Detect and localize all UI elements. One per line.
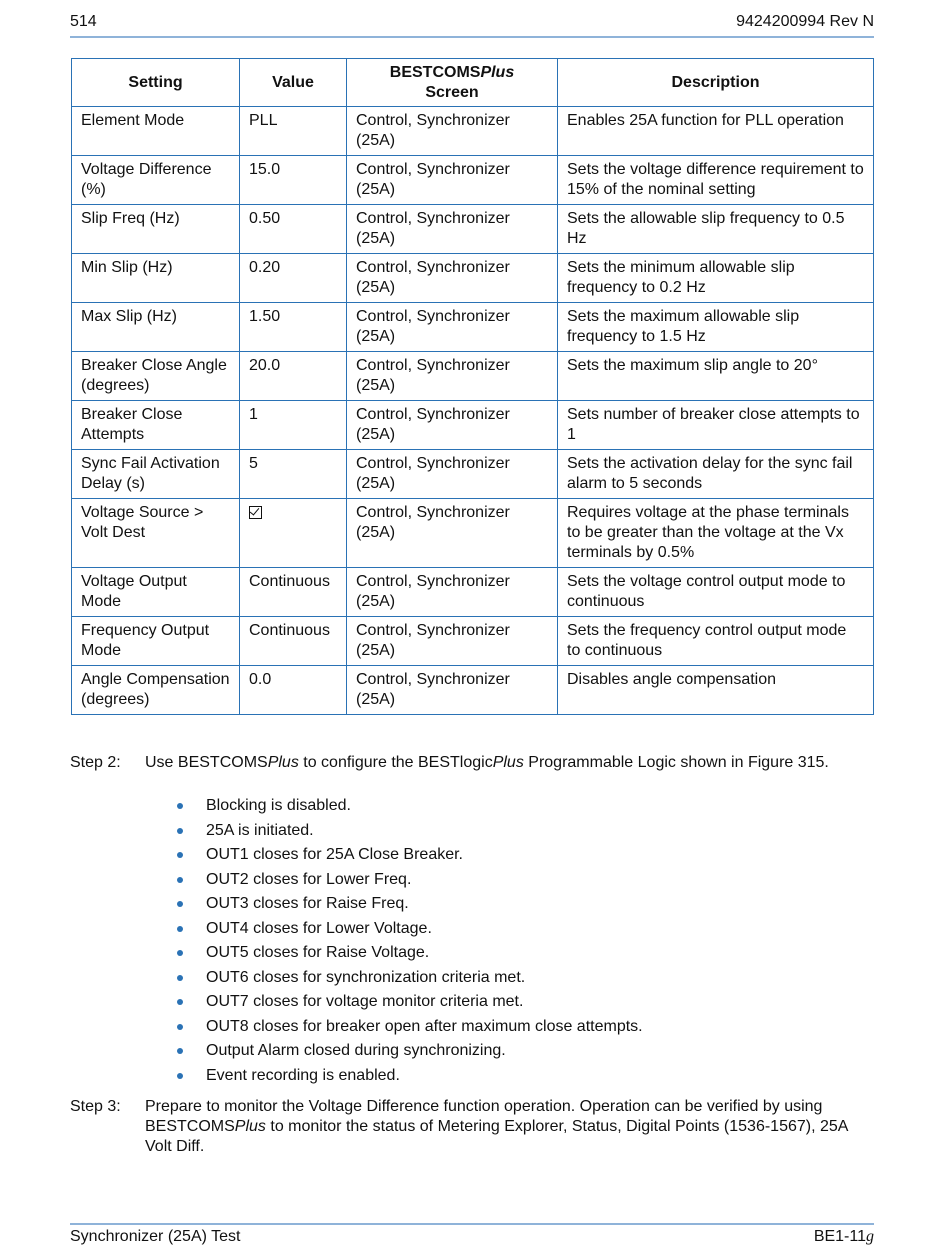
cell-description: Enables 25A function for PLL operation	[558, 107, 874, 156]
footer-rule	[70, 1223, 874, 1225]
step-2-text-part: Use BESTCOMS	[145, 754, 268, 771]
step-3-text-part: to monitor the status of Metering Explorer, Status, Digital Points (1536-1567), 25A Volt Diff.	[145, 1118, 848, 1155]
cell-value: Continuous	[240, 568, 347, 617]
cell-value: 15.0	[240, 156, 347, 205]
cell-setting: Sync Fail Activation Delay (s)	[72, 450, 240, 499]
cell-screen: Control, Synchronizer (25A)	[347, 254, 558, 303]
list-item: OUT4 closes for Lower Voltage.	[176, 919, 643, 944]
cell-value	[240, 499, 347, 568]
cell-value: 20.0	[240, 352, 347, 401]
list-item: OUT5 closes for Raise Voltage.	[176, 943, 643, 968]
cell-screen: Control, Synchronizer (25A)	[347, 401, 558, 450]
header-screen-plus: Plus	[480, 63, 515, 81]
cell-description: Sets number of breaker close attempts to 1	[558, 401, 874, 450]
header-value: Value	[240, 59, 347, 107]
footer-model	[814, 1228, 874, 1246]
cell-screen: Control, Synchronizer (25A)	[347, 303, 558, 352]
step-2	[70, 753, 876, 773]
step-2-bullet-list	[176, 796, 643, 1090]
cell-description: Sets the frequency control output mode to continuous	[558, 617, 874, 666]
cell-value: 5	[240, 450, 347, 499]
cell-screen: Control, Synchronizer (25A)	[347, 568, 558, 617]
cell-screen: Control, Synchronizer (25A)	[347, 107, 558, 156]
list-item: 25A is initiated.	[176, 821, 643, 846]
cell-setting: Element Mode	[72, 107, 240, 156]
cell-setting: Breaker Close Attempts	[72, 401, 240, 450]
table-row	[72, 156, 874, 205]
table-row	[72, 254, 874, 303]
cell-description: Requires voltage at the phase terminals to be greater than the voltage at the Vx terminals by 0.5%	[558, 499, 874, 568]
header-screen-brand: BESTCOMS	[389, 63, 481, 81]
table-row	[72, 617, 874, 666]
cell-value: 1	[240, 401, 347, 450]
header-rule	[70, 36, 874, 38]
page-number: 514	[70, 13, 97, 30]
cell-setting: Voltage Source > Volt Dest	[72, 499, 240, 568]
list-item: OUT3 closes for Raise Freq.	[176, 894, 643, 919]
cell-setting: Voltage Difference (%)	[72, 156, 240, 205]
cell-value: 1.50	[240, 303, 347, 352]
step-2-text-part: Programmable Logic shown in Figure 315.	[523, 754, 829, 771]
header-screen-word: Screen	[425, 83, 479, 101]
step-3-label: Step 3:	[70, 1098, 121, 1115]
cell-screen: Control, Synchronizer (25A)	[347, 617, 558, 666]
cell-setting: Min Slip (Hz)	[72, 254, 240, 303]
table-row	[72, 205, 874, 254]
cell-screen: Control, Synchronizer (25A)	[347, 499, 558, 568]
table-row	[72, 666, 874, 715]
list-item: Blocking is disabled.	[176, 796, 643, 821]
cell-setting: Slip Freq (Hz)	[72, 205, 240, 254]
table-header-row	[72, 59, 874, 107]
page-header	[70, 13, 874, 35]
settings-table	[71, 58, 874, 715]
table-row	[72, 568, 874, 617]
cell-description: Sets the activation delay for the sync fail alarm to 5 seconds	[558, 450, 874, 499]
cell-value: 0.50	[240, 205, 347, 254]
list-item: OUT7 closes for voltage monitor criteria met.	[176, 992, 643, 1017]
cell-screen: Control, Synchronizer (25A)	[347, 352, 558, 401]
table-row	[72, 401, 874, 450]
cell-description: Sets the allowable slip frequency to 0.5 Hz	[558, 205, 874, 254]
cell-description: Sets the voltage difference requirement to 15% of the nominal setting	[558, 156, 874, 205]
step-2-text-italic: Plus	[267, 754, 299, 771]
cell-setting: Max Slip (Hz)	[72, 303, 240, 352]
cell-description: Sets the voltage control output mode to continuous	[558, 568, 874, 617]
list-item: OUT6 closes for synchronization criteria met.	[176, 968, 643, 993]
list-item: Event recording is enabled.	[176, 1066, 643, 1091]
cell-description: Sets the maximum slip angle to 20°	[558, 352, 874, 401]
table-row	[72, 352, 874, 401]
table-row	[72, 303, 874, 352]
step-2-text	[145, 753, 876, 773]
table-row	[72, 499, 874, 568]
cell-setting: Voltage Output Mode	[72, 568, 240, 617]
page-footer	[70, 1228, 874, 1250]
cell-screen: Control, Synchronizer (25A)	[347, 666, 558, 715]
header-description: Description	[558, 59, 874, 107]
checked-checkbox-icon	[249, 506, 262, 519]
list-item: OUT1 closes for 25A Close Breaker.	[176, 845, 643, 870]
cell-description: Sets the minimum allowable slip frequency to 0.2 Hz	[558, 254, 874, 303]
cell-setting: Breaker Close Angle (degrees)	[72, 352, 240, 401]
footer-title: Synchronizer (25A) Test	[70, 1228, 241, 1245]
footer-model-name: BE1-11	[813, 1228, 866, 1245]
cell-value: 0.0	[240, 666, 347, 715]
cell-screen: Control, Synchronizer (25A)	[347, 156, 558, 205]
step-2-text-italic: Plus	[492, 754, 524, 771]
list-item: OUT2 closes for Lower Freq.	[176, 870, 643, 895]
list-item: Output Alarm closed during synchronizing.	[176, 1041, 643, 1066]
table-row	[72, 107, 874, 156]
table-row	[72, 450, 874, 499]
cell-setting: Angle Compensation (degrees)	[72, 666, 240, 715]
step-2-text-part: to configure the BESTlogic	[298, 754, 493, 771]
cell-value: PLL	[240, 107, 347, 156]
step-3-text-italic: Plus	[234, 1118, 266, 1135]
header-screen	[347, 59, 558, 107]
cell-value: 0.20	[240, 254, 347, 303]
document-id: 9424200994 Rev N	[736, 13, 874, 30]
step-3-text	[145, 1097, 876, 1157]
step-3-text-part: Prepare to monitor the Voltage Difference function operation. Operation can be verified by using BESTCOMS	[145, 1098, 823, 1135]
step-2-label: Step 2:	[70, 754, 121, 771]
cell-screen: Control, Synchronizer (25A)	[347, 450, 558, 499]
header-setting: Setting	[72, 59, 240, 107]
footer-model-suffix: g	[866, 1228, 874, 1245]
cell-description: Sets the maximum allowable slip frequency to 1.5 Hz	[558, 303, 874, 352]
cell-description: Disables angle compensation	[558, 666, 874, 715]
cell-screen: Control, Synchronizer (25A)	[347, 205, 558, 254]
list-item: OUT8 closes for breaker open after maximum close attempts.	[176, 1017, 643, 1042]
cell-value: Continuous	[240, 617, 347, 666]
step-3	[70, 1097, 876, 1157]
cell-setting: Frequency Output Mode	[72, 617, 240, 666]
